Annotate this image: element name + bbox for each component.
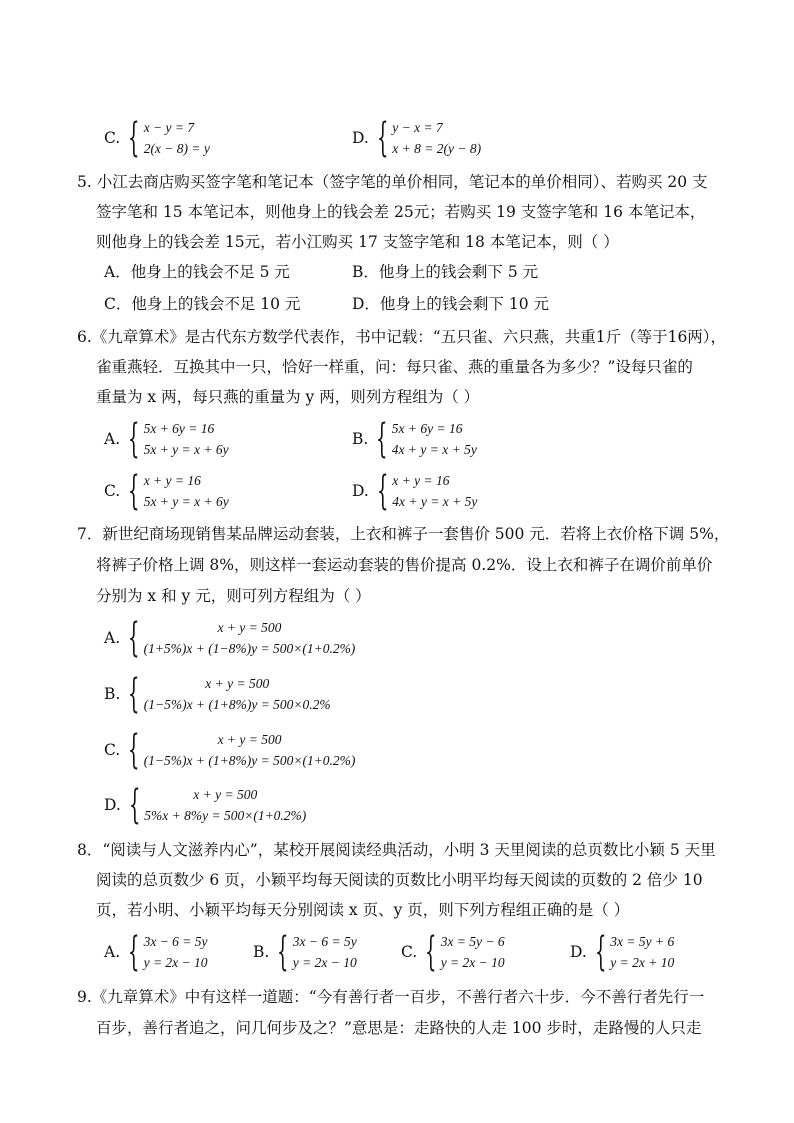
option-label: C. bbox=[401, 943, 418, 961]
brace-icon: { bbox=[128, 615, 140, 661]
equation-system bbox=[144, 418, 229, 460]
option-label: B. bbox=[253, 943, 270, 961]
equation-system bbox=[144, 931, 208, 973]
q7-option-b bbox=[104, 673, 331, 715]
equation-1: x + y = 500 bbox=[217, 620, 282, 635]
option-label: C. bbox=[104, 741, 121, 759]
equation-system bbox=[441, 931, 505, 973]
q6-line-2: 雀重燕轻．互换其中一只，恰好一样重，问：每只雀、燕的重量各为多少？”设每只雀的 bbox=[96, 358, 693, 376]
q7-line-1: 7．新世纪商场现销售某品牌运动套装，上衣和裤子一套售价 500 元．若将上衣价格下调 5%， bbox=[77, 525, 730, 543]
equation-system bbox=[144, 673, 331, 715]
q4-option-c bbox=[104, 117, 210, 159]
equation-1: 5x + 6y = 16 bbox=[391, 421, 463, 436]
option-label: B. bbox=[104, 685, 121, 703]
equation-system bbox=[392, 117, 481, 159]
equation-1: x + y = 500 bbox=[205, 676, 270, 691]
equation-system bbox=[293, 931, 357, 973]
equation-2: y = 2x + 10 bbox=[610, 955, 675, 970]
equation-2: 5x + y = x + 6y bbox=[143, 442, 229, 457]
option-label: D. bbox=[104, 796, 121, 814]
brace-icon: { bbox=[128, 929, 140, 975]
equation-2: 5x + y = x + 6y bbox=[143, 494, 229, 509]
equation-2: 2(x − 8) = y bbox=[143, 141, 210, 156]
q7-line-3: 分别为 x 和 y 元，则可列方程组为（ ） bbox=[96, 587, 371, 605]
brace-icon: { bbox=[425, 929, 437, 975]
equation-2: (1−5%)x + (1+8%)y = 500×0.2% bbox=[143, 697, 331, 712]
q5-option-b: B．他身上的钱会剩下 5 元 bbox=[352, 263, 539, 281]
brace-icon: { bbox=[128, 468, 140, 514]
brace-icon: { bbox=[128, 115, 140, 161]
q9-line-1: 9.《九章算术》中有这样一道题：“今有善行者一百步，不善行者六十步．今不善行者先行一 bbox=[77, 988, 705, 1006]
q5-line-1: 5. 小江去商店购买签字笔和笔记本（签字笔的单价相同，笔记本的单价相同）、若购买 20 支 bbox=[77, 173, 708, 191]
brace-icon: { bbox=[376, 468, 389, 514]
equation-2: y = 2x − 10 bbox=[292, 955, 357, 970]
q8-option-b bbox=[253, 931, 357, 973]
q6-line-3: 重量为 x 两，每只燕的重量为 y 两，则列方程组为（ ） bbox=[96, 388, 480, 406]
q8-option-a bbox=[104, 931, 208, 973]
equation-system bbox=[144, 729, 356, 771]
q8-line-1: 8．“阅读与人文滋养内心”，某校开展阅读经典活动，小明 3 天里阅读的总页数比小颖 5 天里 bbox=[77, 841, 716, 859]
option-label: A. bbox=[104, 943, 121, 961]
q6-option-a bbox=[104, 418, 229, 460]
q6-option-d bbox=[352, 470, 477, 512]
q6-option-b bbox=[352, 418, 477, 460]
equation-system bbox=[144, 117, 210, 159]
brace-icon: { bbox=[376, 416, 388, 462]
q5-option-a: A．他身上的钱会不足 5 元 bbox=[104, 263, 290, 281]
option-label: D. bbox=[570, 943, 587, 961]
equation-system bbox=[392, 418, 477, 460]
brace-icon: { bbox=[376, 115, 389, 161]
equation-2: 4x + y = x + 5y bbox=[392, 494, 478, 509]
equation-2: x + 8 = 2(y − 8) bbox=[392, 141, 482, 156]
equation-1: x + y = 500 bbox=[193, 787, 258, 802]
equation-1: 3x − 6 = 5y bbox=[292, 934, 357, 949]
option-label: C. bbox=[104, 129, 121, 147]
option-label: D. bbox=[352, 482, 369, 500]
equation-1: x − y = 7 bbox=[143, 120, 195, 135]
q7-option-a bbox=[104, 617, 355, 659]
q6-option-c bbox=[104, 470, 229, 512]
equation-system bbox=[610, 931, 674, 973]
option-label: D. bbox=[352, 129, 369, 147]
option-label: A. bbox=[104, 629, 121, 647]
brace-icon: { bbox=[128, 782, 141, 828]
q8-option-d bbox=[570, 931, 674, 973]
q8-line-3: 页，若小明、小颖平均每天分别阅读 x 页、y 页，则下列方程组正确的是（ ） bbox=[96, 901, 630, 919]
option-label: B. bbox=[352, 430, 369, 448]
equation-2: (1−5%)x + (1+8%)y = 500×(1+0.2%) bbox=[143, 753, 356, 768]
equation-2: 5%x + 8%y = 500×(1+0.2%) bbox=[144, 808, 307, 823]
q8-line-2: 阅读的总页数少 6 页，小颖平均每天阅读的页数比小明平均每天阅读的页数的 2 倍少 10 bbox=[96, 871, 703, 889]
brace-icon: { bbox=[128, 727, 140, 773]
option-label: C. bbox=[104, 482, 121, 500]
equation-1: y − x = 7 bbox=[392, 120, 443, 135]
equation-1: x + y = 500 bbox=[217, 732, 282, 747]
equation-2: y = 2x − 10 bbox=[440, 955, 505, 970]
q5-option-d: D．他身上的钱会剩下 10 元 bbox=[352, 295, 550, 313]
q8-option-c bbox=[401, 931, 505, 973]
equation-system bbox=[144, 470, 229, 512]
q7-option-d bbox=[104, 784, 306, 826]
equation-system bbox=[144, 784, 306, 826]
option-label: A. bbox=[104, 430, 121, 448]
equation-2: (1+5%)x + (1−8%)y = 500×(1+0.2%) bbox=[143, 641, 356, 656]
equation-2: y = 2x − 10 bbox=[143, 955, 208, 970]
brace-icon: { bbox=[128, 671, 140, 717]
equation-system bbox=[392, 470, 477, 512]
brace-icon: { bbox=[128, 416, 140, 462]
q4-option-d bbox=[352, 117, 481, 159]
equation-system bbox=[144, 617, 356, 659]
equation-1: x + y = 16 bbox=[143, 473, 201, 488]
q6-line-1: 6.《九章算术》是古代东方数学代表作，书中记载：“五只雀、六只燕，共重1斤（等于16两）， bbox=[77, 328, 727, 346]
equation-2: 4x + y = x + 5y bbox=[391, 442, 477, 457]
brace-icon: { bbox=[277, 929, 289, 975]
q5-line-2: 签字笔和 15 本笔记本，则他身上的钱会差 25元；若购买 19 支签字笔和 16 本笔记本， bbox=[96, 203, 706, 221]
q5-option-c: C．他身上的钱会不足 10 元 bbox=[104, 295, 301, 313]
q5-line-3: 则他身上的钱会差 15元，若小江购买 17 支签字笔和 18 本笔记本，则（ ） bbox=[96, 233, 619, 251]
equation-1: 3x = 5y − 6 bbox=[440, 934, 505, 949]
equation-1: 3x = 5y + 6 bbox=[610, 934, 675, 949]
equation-1: 3x − 6 = 5y bbox=[143, 934, 208, 949]
q9-line-2: 百步，善行者追之，问几何步及之？”意思是：走路快的人走 100 步时，走路慢的人只走 bbox=[96, 1019, 702, 1037]
q7-line-2: 将裤子价格上调 8%，则这样一套运动套装的售价提高 0.2%．设上衣和裤子在调价前单价 bbox=[96, 556, 713, 574]
equation-1: x + y = 16 bbox=[392, 473, 450, 488]
q7-option-c bbox=[104, 729, 355, 771]
brace-icon: { bbox=[594, 929, 607, 975]
equation-1: 5x + 6y = 16 bbox=[143, 421, 215, 436]
